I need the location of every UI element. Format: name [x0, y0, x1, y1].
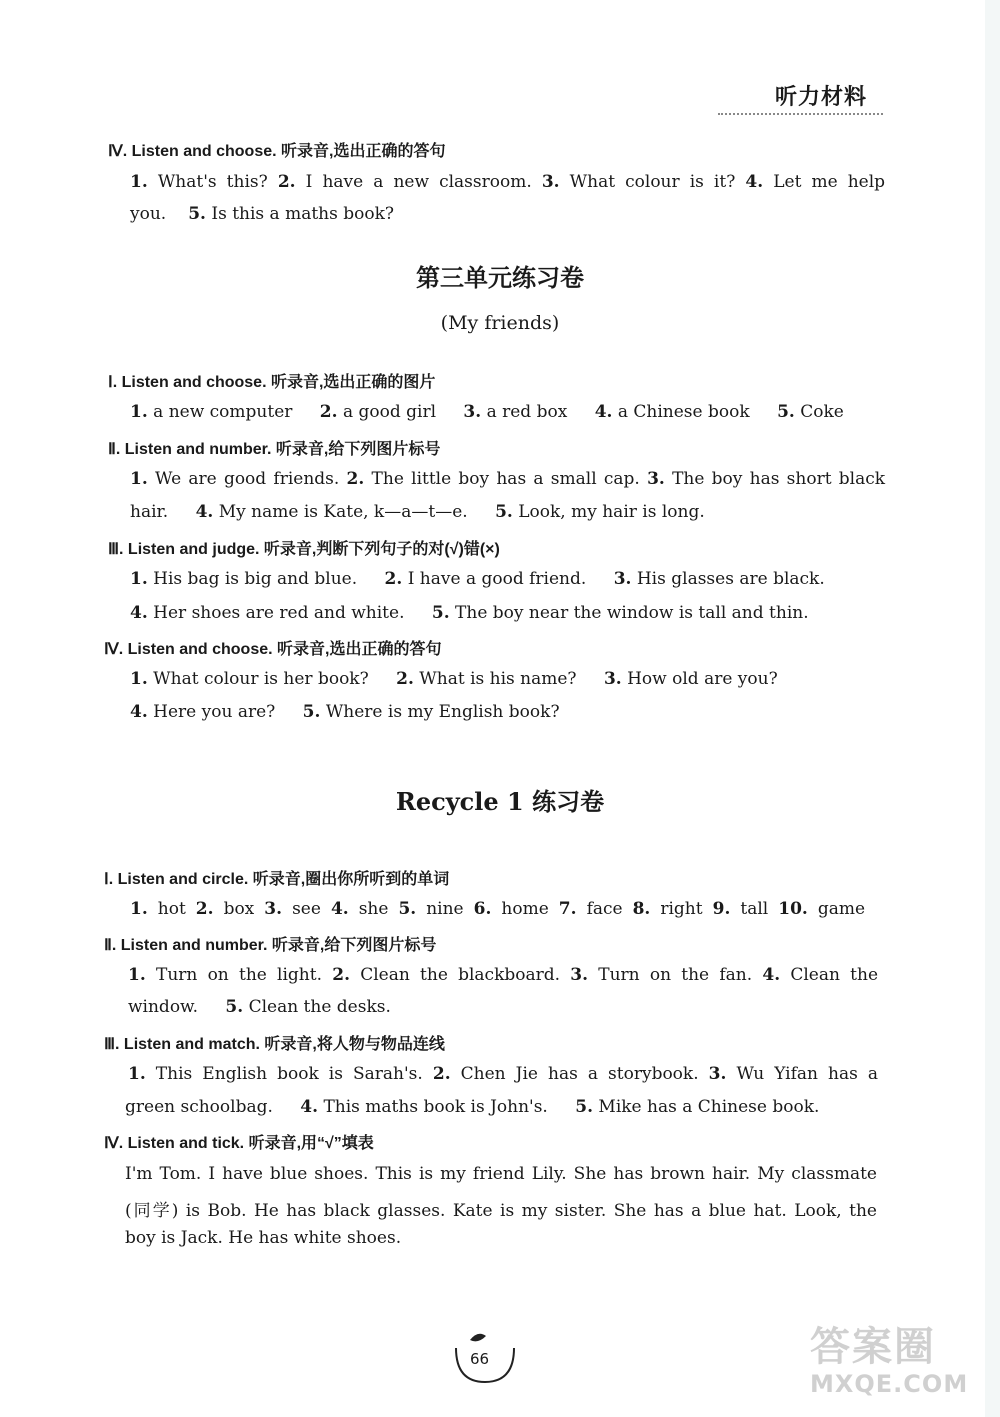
section-heading: Ⅱ. Listen and number. 听录音,给下列图片标号 [108, 441, 441, 458]
section-heading: Ⅰ. Listen and circle. 听录音,圈出你所听到的单词 [104, 871, 450, 888]
text-line: hair. 4. My name is Kate, k—a—t—e. 5. Look, my hair is long. [130, 502, 705, 522]
section-heading: Ⅲ. Listen and match. 听录音,将人物与物品连线 [104, 1036, 445, 1053]
text-line: 4. Here you are? 5. Where is my English book? [130, 702, 560, 722]
text-line: boy is Jack. He has white shoes. [125, 1228, 402, 1248]
watermark-logo: 答案圈 [810, 1324, 936, 1370]
section-heading: Ⅳ. Listen and tick. 听录音,用“√”填表 [104, 1135, 374, 1152]
text-line: 4. Her shoes are red and white. 5. The boy near the window is tall and thin. [130, 603, 809, 623]
section-heading: Ⅱ. Listen and number. 听录音,给下列图片标号 [104, 937, 437, 954]
watermark-url: MXQE.COM [810, 1370, 969, 1398]
text-line: (同学) is Bob. He has black glasses. Kate is my sister. She has a blue hat. Look, the [125, 1201, 877, 1221]
unit-subtitle: (My friends) [440, 312, 560, 334]
text-line: 1. Turn on the light. 2. Clean the blackboard. 3. Turn on the fan. 4. Clean the [128, 965, 879, 985]
text-line: window. 5. Clean the desks. [128, 997, 391, 1017]
page-number: 66 [470, 1350, 490, 1368]
text-line: 1. His bag is big and blue. 2. I have a good friend. 3. His glasses are black. [130, 569, 825, 589]
section-heading: Ⅳ. Listen and choose. 听录音,选出正确的答句 [104, 641, 442, 658]
text-line: 1. hot 2. box 3. see 4. she 5. nine 6. home 7. face 8. right 9. tall 10. game [130, 899, 866, 919]
page-header-title: 听力材料 [775, 85, 868, 110]
text-line: 1. We are good friends. 2. The little boy has a small cap. 3. The boy has short black [130, 469, 886, 489]
text-line: 1. This English book is Sarah's. 2. Chen Jie has a storybook. 3. Wu Yifan has a [128, 1064, 879, 1084]
page-edge [985, 0, 1000, 1417]
text-line: 1. What's this? 2. I have a new classroom. 3. What colour is it? 4. Let me help [130, 172, 886, 192]
text-line: 1. a new computer 2. a good girl 3. a red box 4. a Chinese book 5. Coke [130, 402, 844, 422]
leaf-icon [470, 1334, 486, 1342]
section-heading: Ⅰ. Listen and choose. 听录音,选出正确的图片 [108, 374, 436, 391]
section-heading: Ⅳ. Listen and choose. 听录音,选出正确的答句 [108, 143, 446, 160]
text-line: 1. What colour is her book? 2. What is his name? 3. How old are you? [130, 669, 778, 689]
unit-title: Recycle 1 练习卷 [395, 787, 605, 816]
text-line: I'm Tom. I have blue shoes. This is my friend Lily. She has brown hair. My classmate [125, 1164, 877, 1184]
header-divider [718, 113, 883, 115]
unit-title: 第三单元练习卷 [416, 263, 584, 292]
section-heading: Ⅲ. Listen and judge. 听录音,判断下列句子的对(√)错(×) [108, 541, 500, 558]
text-line: green schoolbag. 4. This maths book is John's. 5. Mike has a Chinese book. [125, 1097, 820, 1117]
text-line: you. 5. Is this a maths book? [130, 204, 395, 224]
